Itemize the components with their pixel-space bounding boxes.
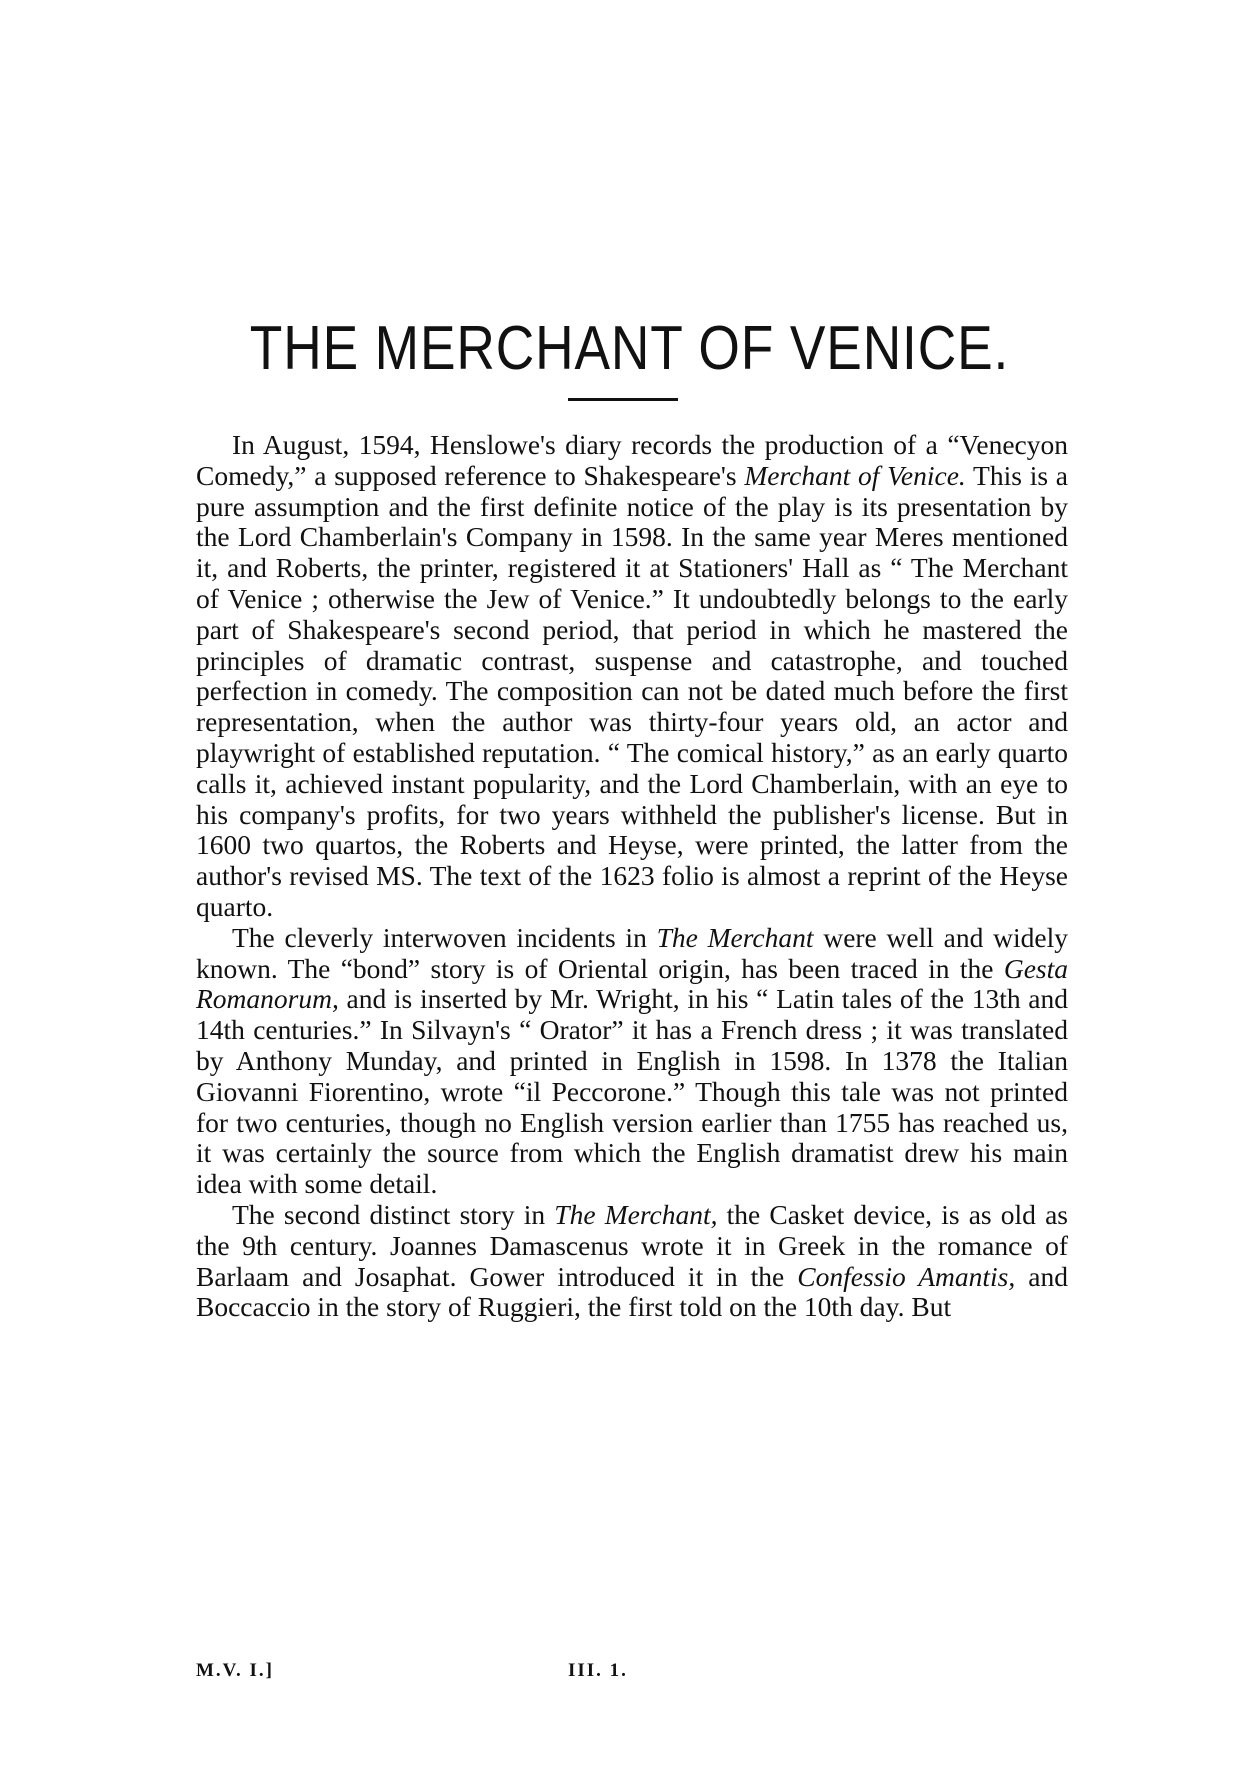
italic-title-run: The Merchant, bbox=[554, 1198, 718, 1230]
italic-title-run: The Merchant bbox=[656, 921, 814, 953]
text-run: This is a pure assumption and the first definite notice of the play is its presentation by the Lord Chamberlain's Company in 1598. In the same year Meres mentioned it, and Roberts, the printer, registered it at Stationers' Hall as “ The Merchant of Venice ; otherwise the Jew of Venice.” It undoubtedly belongs to the early part of Shakespeare's second period, that period in which he mastered the principles of dramatic contrast, suspense and catastrophe, and touched perfection in comedy. The composition can not be dated much before the first representation, when the author was thirty-four years old, an actor and playwright of established reputation. “ The comical history,” as an early quarto calls it, achieved instant popularity, and the Lord Chamberlain, with an eye to his company's profits, for two years withheld the publisher's license. But in 1600 two quartos, the Roberts and Heyse, were printed, the latter from the author's revised MS. The text of the 1623 folio is almost a reprint of the Heyse quarto. bbox=[196, 459, 1068, 922]
italic-title-run: Merchant of Venice. bbox=[744, 459, 966, 491]
text-run: and Boccaccio in the story of Ruggieri, the first told on the 10th day. But bbox=[196, 1260, 1068, 1323]
folio-mark: III. 1. bbox=[568, 1660, 628, 1681]
signature-mark: M.V. I.] bbox=[196, 1660, 274, 1681]
body-text bbox=[196, 430, 1068, 1323]
page-title: THE MERCHANT OF VENICE. bbox=[249, 314, 1010, 383]
paragraph-3 bbox=[196, 1200, 1068, 1323]
italic-title-run: Gesta Romanorum, bbox=[196, 952, 1068, 1015]
text-run: In August, 1594, Henslowe's diary records the production of a “Venecyon Comedy,” a supposed reference to Shakespeare's bbox=[196, 429, 1068, 491]
text-run: and is inserted by Mr. Wright, in his “ Latin tales of the 13th and 14th centuries.” In Silvayn's “ Orator” it has a French dress ; it was translated by Anthony Munday, and printed in English in 1598. In 1378 the Italian Giovanni Fiorentino, wrote “il Peccorone.” Though this tale was not printed for two centuries, though no English version earlier than 1755 has reached us, it was certainly the source from which the English dramatist drew his main idea with some detail. bbox=[196, 983, 1068, 1200]
text-run: The cleverly interwoven incidents in bbox=[232, 921, 657, 953]
italic-title-run: Confessio Amantis, bbox=[797, 1260, 1016, 1292]
paragraph-1 bbox=[196, 430, 1068, 923]
text-run: the Casket device, is as old as the 9th century. Joannes Damascenus wrote it in Greek in the romance of Barlaam and Josaphat. Gower introduced it in the bbox=[196, 1198, 1068, 1292]
paragraph-2 bbox=[196, 923, 1068, 1200]
page-footer bbox=[196, 1660, 1068, 1684]
text-run: were well and widely known. The “bond” story is of Oriental origin, has been traced in the bbox=[196, 921, 1068, 984]
title-rule bbox=[568, 398, 678, 401]
text-run: The second distinct story in bbox=[232, 1198, 555, 1230]
